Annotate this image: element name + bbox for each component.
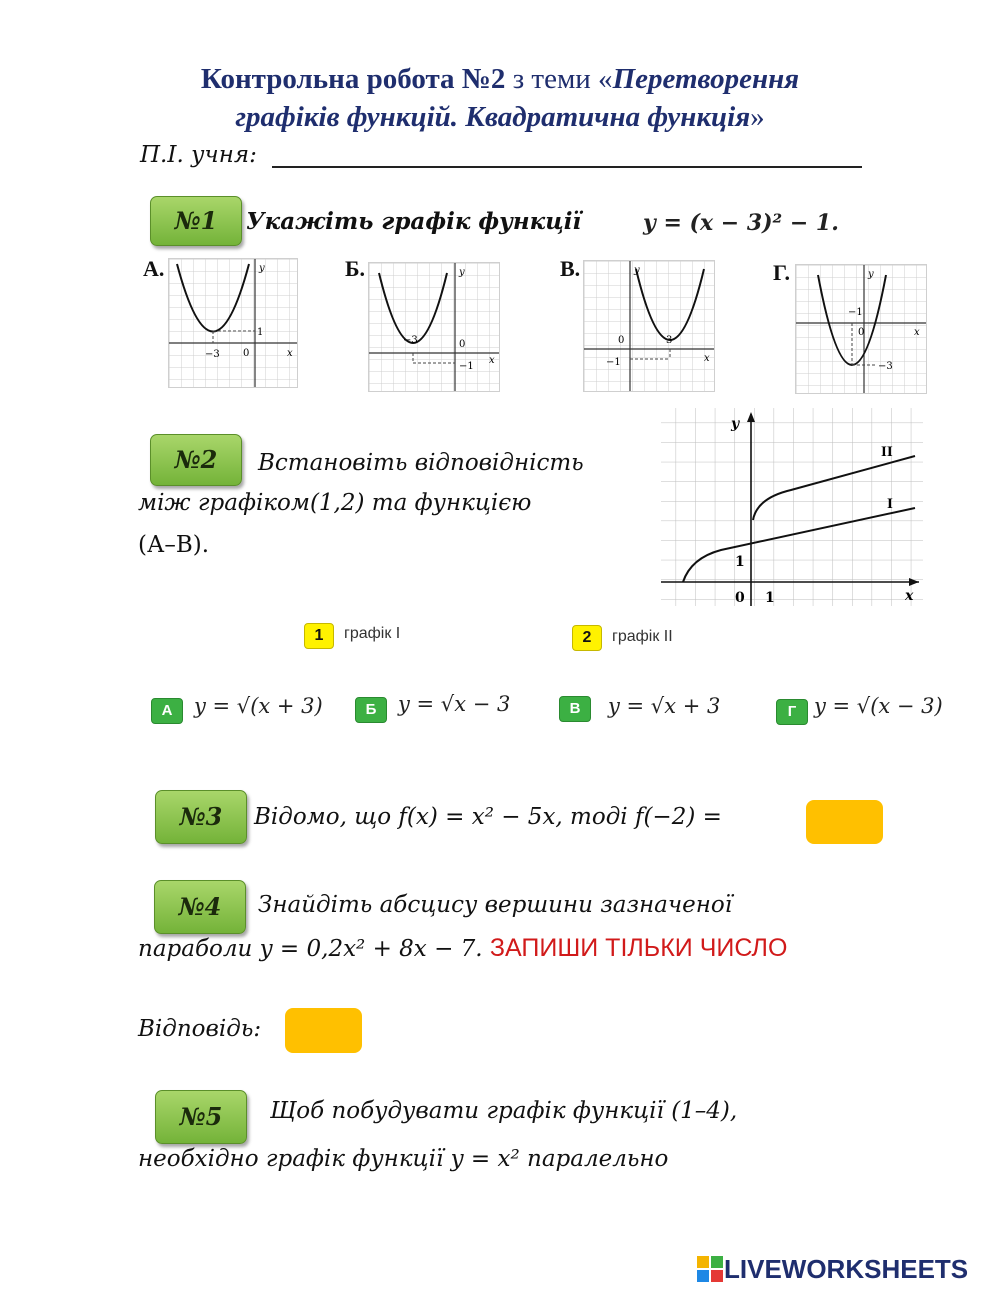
- page-title-line2: [0, 98, 1000, 136]
- task1-graph-c[interactable]: [583, 260, 715, 392]
- task1-text: Укажіть графік функції: [246, 208, 582, 235]
- task4-answer-label: Відповідь:: [138, 1016, 262, 1042]
- task2-answer-c-badge[interactable]: В: [559, 696, 591, 722]
- graph-b-vx: −3: [403, 335, 418, 346]
- svg-text:x: x: [704, 353, 710, 364]
- svg-text:0: 0: [618, 335, 625, 346]
- task2-answer-b-formula: y = √x − 3: [398, 692, 511, 716]
- student-label: П.І. учня:: [140, 142, 257, 168]
- title-part-normal: з теми «: [505, 63, 613, 95]
- task2-item2-text: графік ІІ: [612, 628, 673, 645]
- task4-formula: параболи y = 0,2x² + 8x − 7.: [138, 936, 483, 962]
- graph-a-vx: −3: [205, 349, 220, 360]
- task4-line1: Знайдіть абсцису вершини зазначеної: [258, 892, 733, 918]
- svg-text:x: x: [914, 327, 920, 338]
- task2-graph-y: y: [731, 416, 740, 432]
- task2-answer-b-badge[interactable]: Б: [355, 697, 387, 723]
- task2-answer-d-badge[interactable]: Г: [776, 699, 808, 725]
- task2-number: №2: [150, 434, 242, 486]
- task5-line1: Щоб побудувати графік функції (1–4),: [270, 1098, 738, 1124]
- task2-item1-badge[interactable]: 1: [304, 623, 334, 649]
- task2-graph-one-y: 1: [735, 554, 745, 570]
- svg-text:y: y: [259, 263, 265, 274]
- task2-curve-2-label: II: [881, 444, 893, 460]
- task5-line2: необхідно графік функції y = x² паралельно: [138, 1146, 669, 1172]
- svg-text:y: y: [459, 267, 465, 278]
- task2-item1-text: графік І: [344, 625, 401, 642]
- title-part-end: »: [750, 101, 765, 133]
- task2-line3: (А–В).: [138, 532, 210, 558]
- svg-text:0: 0: [459, 339, 466, 350]
- task1-graph-d[interactable]: [795, 264, 927, 394]
- task1-option-c-label[interactable]: В.: [560, 256, 581, 281]
- task3-number: №3: [155, 790, 247, 844]
- task2-answer-a-formula: y = √(x + 3): [194, 694, 323, 718]
- task2-answer-a-badge[interactable]: А: [151, 698, 183, 724]
- svg-text:0: 0: [243, 348, 250, 359]
- task2-graph-zero: 0: [735, 590, 745, 606]
- title-part-italic: Перетворення: [612, 63, 800, 95]
- task2-line1: Встановіть відповідність: [258, 450, 584, 476]
- page-title: [0, 60, 1000, 98]
- task2-item2-badge[interactable]: 2: [572, 625, 602, 651]
- svg-text:0: 0: [858, 327, 865, 338]
- task1-option-a-label[interactable]: А.: [143, 256, 165, 281]
- graph-c-vx: 3: [666, 335, 673, 346]
- task2-graph: [661, 408, 923, 606]
- task2-graph-one-x: 1: [765, 590, 775, 606]
- task2-answer-c-formula: y = √x + 3: [608, 694, 721, 718]
- graph-d-vx: −1: [848, 307, 863, 318]
- task2-line2: між графіком(1,2) та функцією: [138, 490, 532, 516]
- task4-number: №4: [154, 880, 246, 934]
- title-part-italic2: графіків функцій. Квадратична функція: [235, 101, 751, 133]
- liveworksheets-logo-text: LIVEWORKSHEETS: [724, 1254, 969, 1284]
- task1-option-b-label[interactable]: Б.: [345, 256, 366, 281]
- student-name-line[interactable]: [272, 166, 862, 168]
- task1-option-d-label[interactable]: Г.: [773, 260, 791, 285]
- svg-text:x: x: [287, 348, 293, 359]
- svg-text:y: y: [634, 265, 640, 276]
- task3-text: Відомо, що f(x) = x² − 5x, тоді f(−2) =: [254, 804, 722, 830]
- task2-answer-d-formula: y = √(x − 3): [814, 694, 943, 718]
- graph-d-vy: −3: [878, 361, 893, 372]
- liveworksheets-logo-icon: [697, 1256, 723, 1282]
- task2-graph-x: x: [905, 588, 914, 604]
- task1-number: №1: [150, 196, 242, 246]
- task3-answer-box[interactable]: [806, 800, 883, 844]
- task1-graph-b[interactable]: [368, 262, 500, 392]
- task5-number: №5: [155, 1090, 247, 1144]
- task2-curve-1-label: I: [887, 496, 893, 512]
- title-part-bold: Контрольна робота №2: [200, 63, 506, 95]
- graph-b-vy: −1: [459, 361, 474, 372]
- svg-text:y: y: [868, 269, 874, 280]
- graph-c-vy: −1: [606, 357, 621, 368]
- task4-red-note: ЗАПИШИ ТІЛЬКИ ЧИСЛО: [489, 934, 788, 962]
- task1-graph-a[interactable]: [168, 258, 298, 388]
- task1-formula: y = (x − 3)² − 1.: [643, 210, 839, 236]
- svg-text:x: x: [489, 355, 495, 366]
- task4-answer-box[interactable]: [285, 1008, 362, 1053]
- graph-a-vy: 1: [257, 327, 264, 338]
- task4-line2: [138, 934, 787, 963]
